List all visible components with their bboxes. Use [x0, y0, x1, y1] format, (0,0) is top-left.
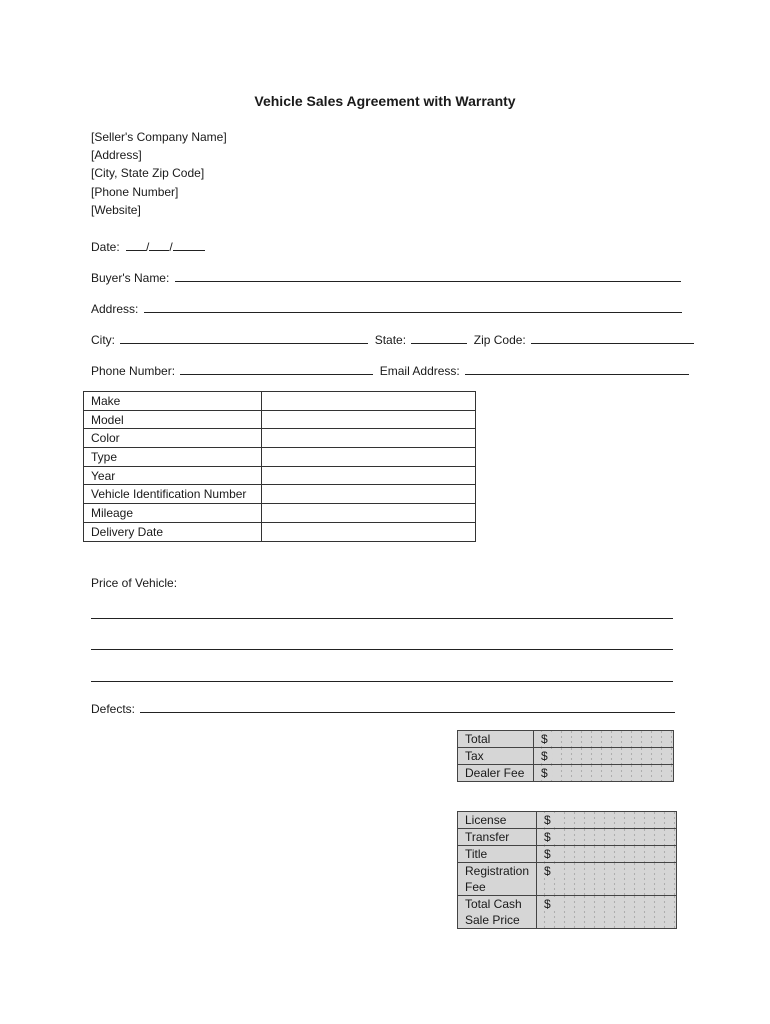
- currency-symbol: $: [541, 766, 548, 780]
- title-fee-label: Title: [458, 846, 537, 863]
- price-line-1[interactable]: [91, 618, 673, 619]
- total-cash-sale-price-amount-field[interactable]: [537, 896, 677, 929]
- date-day-field[interactable]: [149, 238, 169, 251]
- buyer-address-field[interactable]: [144, 300, 682, 313]
- date-row: [91, 238, 205, 254]
- total-amount-field[interactable]: [534, 731, 674, 748]
- zip-field[interactable]: [531, 331, 694, 344]
- title-fee-amount-value: [553, 847, 555, 861]
- seller-address: [Address]: [91, 148, 142, 163]
- totals-table: [457, 730, 674, 782]
- vehicle-vin-field[interactable]: [262, 485, 476, 504]
- table-row: [458, 765, 674, 782]
- dealer-fee-amount-field[interactable]: [534, 765, 674, 782]
- currency-symbol: $: [541, 749, 548, 763]
- transfer-label: Transfer: [458, 829, 537, 846]
- currency-symbol: $: [541, 732, 548, 746]
- date-month-field[interactable]: [126, 238, 146, 251]
- email-field[interactable]: [465, 362, 689, 375]
- table-row: [84, 392, 476, 411]
- defects-row: [91, 700, 675, 716]
- tax-amount-value: [550, 749, 552, 763]
- vehicle-year-label: Year: [84, 466, 262, 485]
- phone-email-row: [91, 362, 689, 378]
- buyer-name-row: [91, 269, 681, 285]
- vehicle-delivery-date-label: Delivery Date: [84, 522, 262, 541]
- vehicle-make-field[interactable]: [262, 392, 476, 411]
- zip-label: Zip Code:: [473, 333, 526, 347]
- vehicle-details-table: [83, 391, 476, 542]
- license-amount-field[interactable]: [537, 812, 677, 829]
- seller-info-block: [91, 128, 227, 219]
- price-line-2[interactable]: [91, 649, 673, 650]
- registration-fee-label: Registration Fee: [458, 863, 537, 896]
- vehicle-type-field[interactable]: [262, 448, 476, 467]
- vehicle-type-label: Type: [84, 448, 262, 467]
- vehicle-color-field[interactable]: [262, 429, 476, 448]
- currency-symbol: $: [544, 864, 551, 878]
- table-row: [84, 504, 476, 523]
- dealer-fee-amount-value: [550, 766, 552, 780]
- buyer-address-label: Address:: [91, 302, 139, 316]
- table-row: [84, 429, 476, 448]
- date-year-field[interactable]: [173, 238, 205, 251]
- email-label: Email Address:: [379, 364, 460, 378]
- license-amount-value: [553, 813, 555, 827]
- license-label: License: [458, 812, 537, 829]
- vehicle-vin-label: Vehicle Identification Number: [84, 485, 262, 504]
- vehicle-mileage-field[interactable]: [262, 504, 476, 523]
- price-of-vehicle-label: Price of Vehicle:: [91, 576, 178, 590]
- currency-symbol: $: [544, 847, 551, 861]
- document-title: Vehicle Sales Agreement with Warranty: [254, 93, 516, 109]
- vehicle-mileage-label: Mileage: [84, 504, 262, 523]
- buyer-name-field[interactable]: [175, 269, 681, 282]
- vehicle-delivery-date-field[interactable]: [262, 522, 476, 541]
- vehicle-make-label: Make: [84, 392, 262, 411]
- table-row: [458, 748, 674, 765]
- buyer-address-row: [91, 300, 682, 316]
- total-cash-sale-price-label: Total Cash Sale Price: [458, 896, 537, 929]
- table-row: [84, 410, 476, 429]
- seller-company-name: [Seller's Company Name]: [91, 130, 227, 144]
- table-row: [458, 731, 674, 748]
- total-amount-value: [550, 732, 552, 746]
- table-row: [84, 485, 476, 504]
- table-row: [84, 466, 476, 485]
- date-separator: /: [146, 240, 150, 254]
- title-fee-amount-field[interactable]: [537, 846, 677, 863]
- tax-label: Tax: [458, 748, 534, 765]
- vehicle-model-label: Model: [84, 410, 262, 429]
- transfer-amount-value: [553, 830, 555, 844]
- city-label: City:: [91, 333, 115, 347]
- registration-fee-amount-value: [553, 864, 555, 878]
- vehicle-model-field[interactable]: [262, 410, 476, 429]
- registration-fee-amount-field[interactable]: [537, 863, 677, 896]
- defects-field[interactable]: [140, 700, 675, 713]
- transfer-amount-field[interactable]: [537, 829, 677, 846]
- date-separator: /: [169, 240, 173, 254]
- seller-city-state-zip: [City, State Zip Code]: [91, 166, 205, 181]
- city-field[interactable]: [120, 331, 368, 344]
- phone-label: Phone Number:: [91, 364, 176, 378]
- currency-symbol: $: [544, 813, 551, 827]
- defects-label: Defects:: [91, 702, 136, 716]
- price-line-3[interactable]: [91, 681, 673, 682]
- dealer-fee-label: Dealer Fee: [458, 765, 534, 782]
- tax-amount-field[interactable]: [534, 748, 674, 765]
- table-row: [458, 846, 677, 863]
- table-row: [84, 448, 476, 467]
- currency-symbol: $: [544, 897, 551, 911]
- total-label: Total: [458, 731, 534, 748]
- fees-table: [457, 811, 677, 929]
- date-label: Date:: [91, 240, 120, 254]
- table-row: [458, 896, 677, 929]
- vehicle-year-field[interactable]: [262, 466, 476, 485]
- table-row: [458, 829, 677, 846]
- table-row: [84, 522, 476, 541]
- currency-symbol: $: [544, 830, 551, 844]
- table-row: [458, 863, 677, 896]
- seller-phone: [Phone Number]: [91, 184, 179, 199]
- state-field[interactable]: [411, 331, 467, 344]
- state-label: State:: [374, 333, 407, 347]
- vehicle-color-label: Color: [84, 429, 262, 448]
- phone-field[interactable]: [180, 362, 373, 375]
- table-row: [458, 812, 677, 829]
- total-cash-sale-price-amount-value: [553, 897, 555, 911]
- buyer-name-label: Buyer's Name:: [91, 271, 170, 285]
- city-state-zip-row: [91, 331, 694, 347]
- seller-website: [Website]: [91, 202, 141, 217]
